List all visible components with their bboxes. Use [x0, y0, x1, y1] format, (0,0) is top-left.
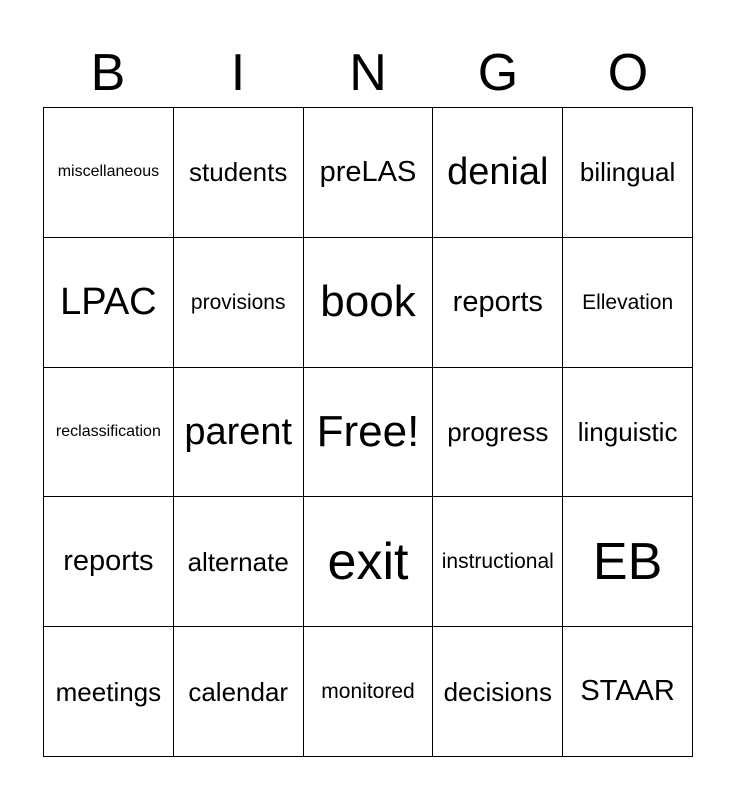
bingo-header [43, 38, 693, 108]
bingo-cell[interactable]: preLAS [304, 108, 434, 238]
bingo-cell[interactable]: linguistic [563, 368, 693, 498]
bingo-cell[interactable]: monitored [304, 627, 434, 757]
bingo-cell[interactable]: LPAC [44, 238, 174, 368]
header-letter-g: G [477, 44, 519, 102]
bingo-cell[interactable]: alternate [174, 497, 304, 627]
bingo-cell[interactable]: exit [304, 497, 434, 627]
header-letter-b: B [90, 44, 126, 102]
bingo-cell[interactable]: parent [174, 368, 304, 498]
bingo-card-grid [43, 107, 693, 757]
free-space-cell[interactable]: Free! [304, 368, 434, 498]
bingo-cell[interactable]: reports [433, 238, 563, 368]
bingo-cell[interactable]: instructional [433, 497, 563, 627]
bingo-cell[interactable]: EB [563, 497, 693, 627]
header-letter-i: I [230, 44, 246, 102]
bingo-cell[interactable]: reports [44, 497, 174, 627]
bingo-cell[interactable]: miscellaneous [44, 108, 174, 238]
bingo-cell[interactable]: Ellevation [563, 238, 693, 368]
header-letter-o: O [607, 44, 649, 102]
bingo-cell[interactable]: decisions [433, 627, 563, 757]
bingo-cell[interactable]: meetings [44, 627, 174, 757]
bingo-cell[interactable]: calendar [174, 627, 304, 757]
bingo-cell[interactable]: provisions [174, 238, 304, 368]
header-letter-n: N [349, 44, 387, 102]
bingo-cell[interactable]: bilingual [563, 108, 693, 238]
bingo-cell[interactable]: denial [433, 108, 563, 238]
bingo-cell[interactable]: progress [433, 368, 563, 498]
bingo-cell[interactable]: reclassification [44, 368, 174, 498]
bingo-cell[interactable]: STAAR [563, 627, 693, 757]
bingo-cell[interactable]: book [304, 238, 434, 368]
bingo-cell[interactable]: students [174, 108, 304, 238]
